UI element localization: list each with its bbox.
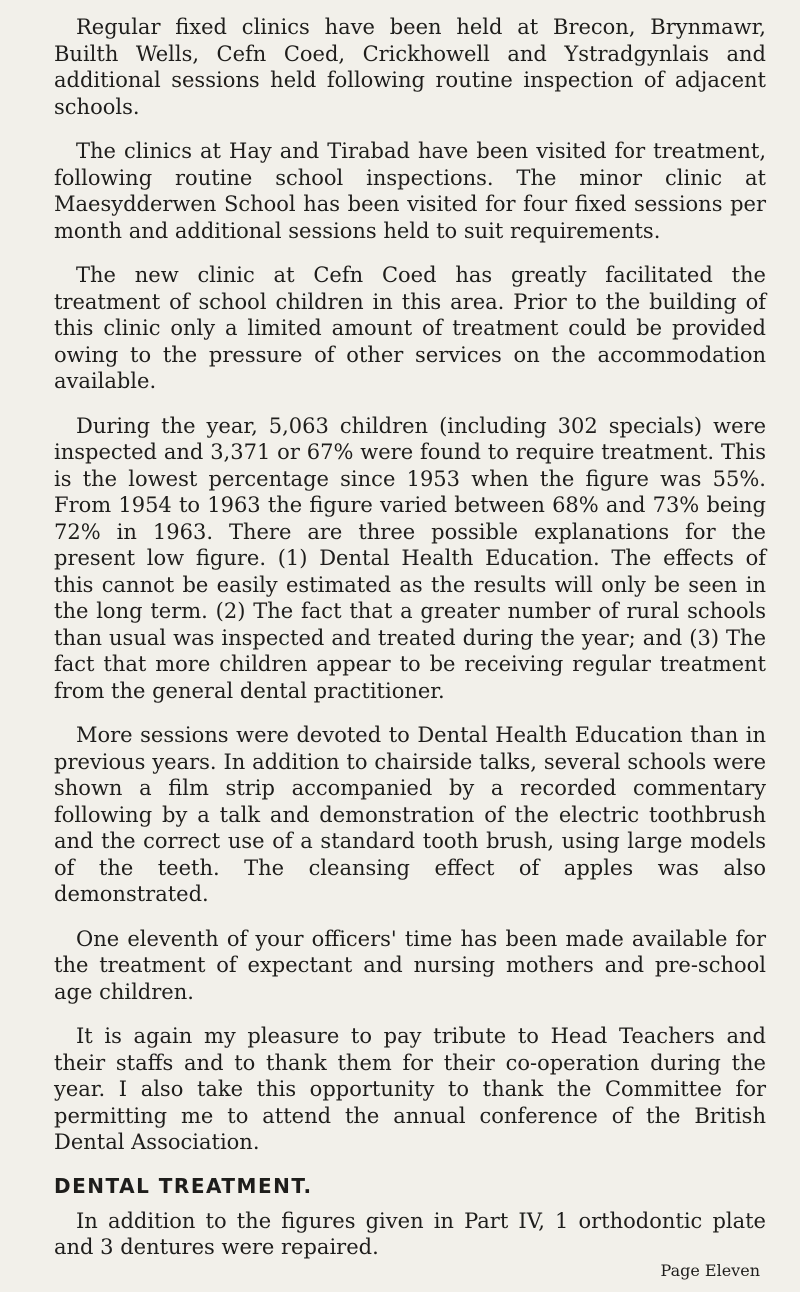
document-page bbox=[54, 14, 766, 1279]
page-footer: Page Eleven bbox=[660, 1261, 760, 1280]
paragraph-cefn-coed-clinic: The new clinic at Cefn Coed has greatly facilitated the treatment of school children in this area. Prior to the building of this clinic only a limited amount of treatment could be provided owing to the pressure of other services on the accommodation available. bbox=[54, 263, 766, 393]
paragraph-officers-time: One eleventh of your officers' time has been made available for the treatment of expectant and nursing mothers and pre-school age children. bbox=[54, 926, 766, 1004]
paragraph-repairs: In addition to the figures given in Part IV, 1 orthodontic plate and 3 dentures were repaired. bbox=[54, 1208, 766, 1259]
paragraph-health-education: More sessions were devoted to Dental Health Education than in previous years. In addition to chairside talks, several schools were shown a film strip accompanied by a recorded commentary following by a talk and demonstration of the electric toothbrush and the correct use of a standard tooth brush, using large models of the teeth. The cleansing effect of apples was also demonstrated. bbox=[54, 723, 766, 906]
paragraph-inspection-statistics: During the year, 5,063 children (including 302 specials) were inspected and 3,371 or 67% were found to require treatment. This is the lowest percentage since 1953 when the figure was 55%. From 1954 to 1963 the figure varied between 68% and 73% being 72% in 1963. There are three possible explanations for the present low figure. (1) Dental Health Education. The effects of this cannot be easily estimated as the results will only be seen in the long term. (2) The fact that a greater number of rural schools than usual was inspected and treated during the year; and (3) The fact that more children appear to be receiving regular treatment from the general dental practitioner. bbox=[54, 413, 766, 703]
paragraph-tribute: It is again my pleasure to pay tribute to Head Teachers and their staffs and to thank them for their co-operation during the year. I also take this opportunity to thank the Committee for permitting me to attend the annual conference of the British Dental Association. bbox=[54, 1024, 766, 1154]
paragraph-clinics-fixed: Regular fixed clinics have been held at Brecon, Brynmawr, Builth Wells, Cefn Coed, Crickhowell and Ystradgynlais and additional sessions held following routine inspection of adjacent schools. bbox=[54, 15, 766, 119]
paragraph-clinics-visited: The clinics at Hay and Tirabad have been visited for treatment, following routine school inspections. The minor clinic at Maesydderwen School has been visited for four fixed sessions per month and additional sessions held to suit requirements. bbox=[54, 139, 766, 243]
section-heading: DENTAL TREATMENT. bbox=[54, 1173, 313, 1198]
